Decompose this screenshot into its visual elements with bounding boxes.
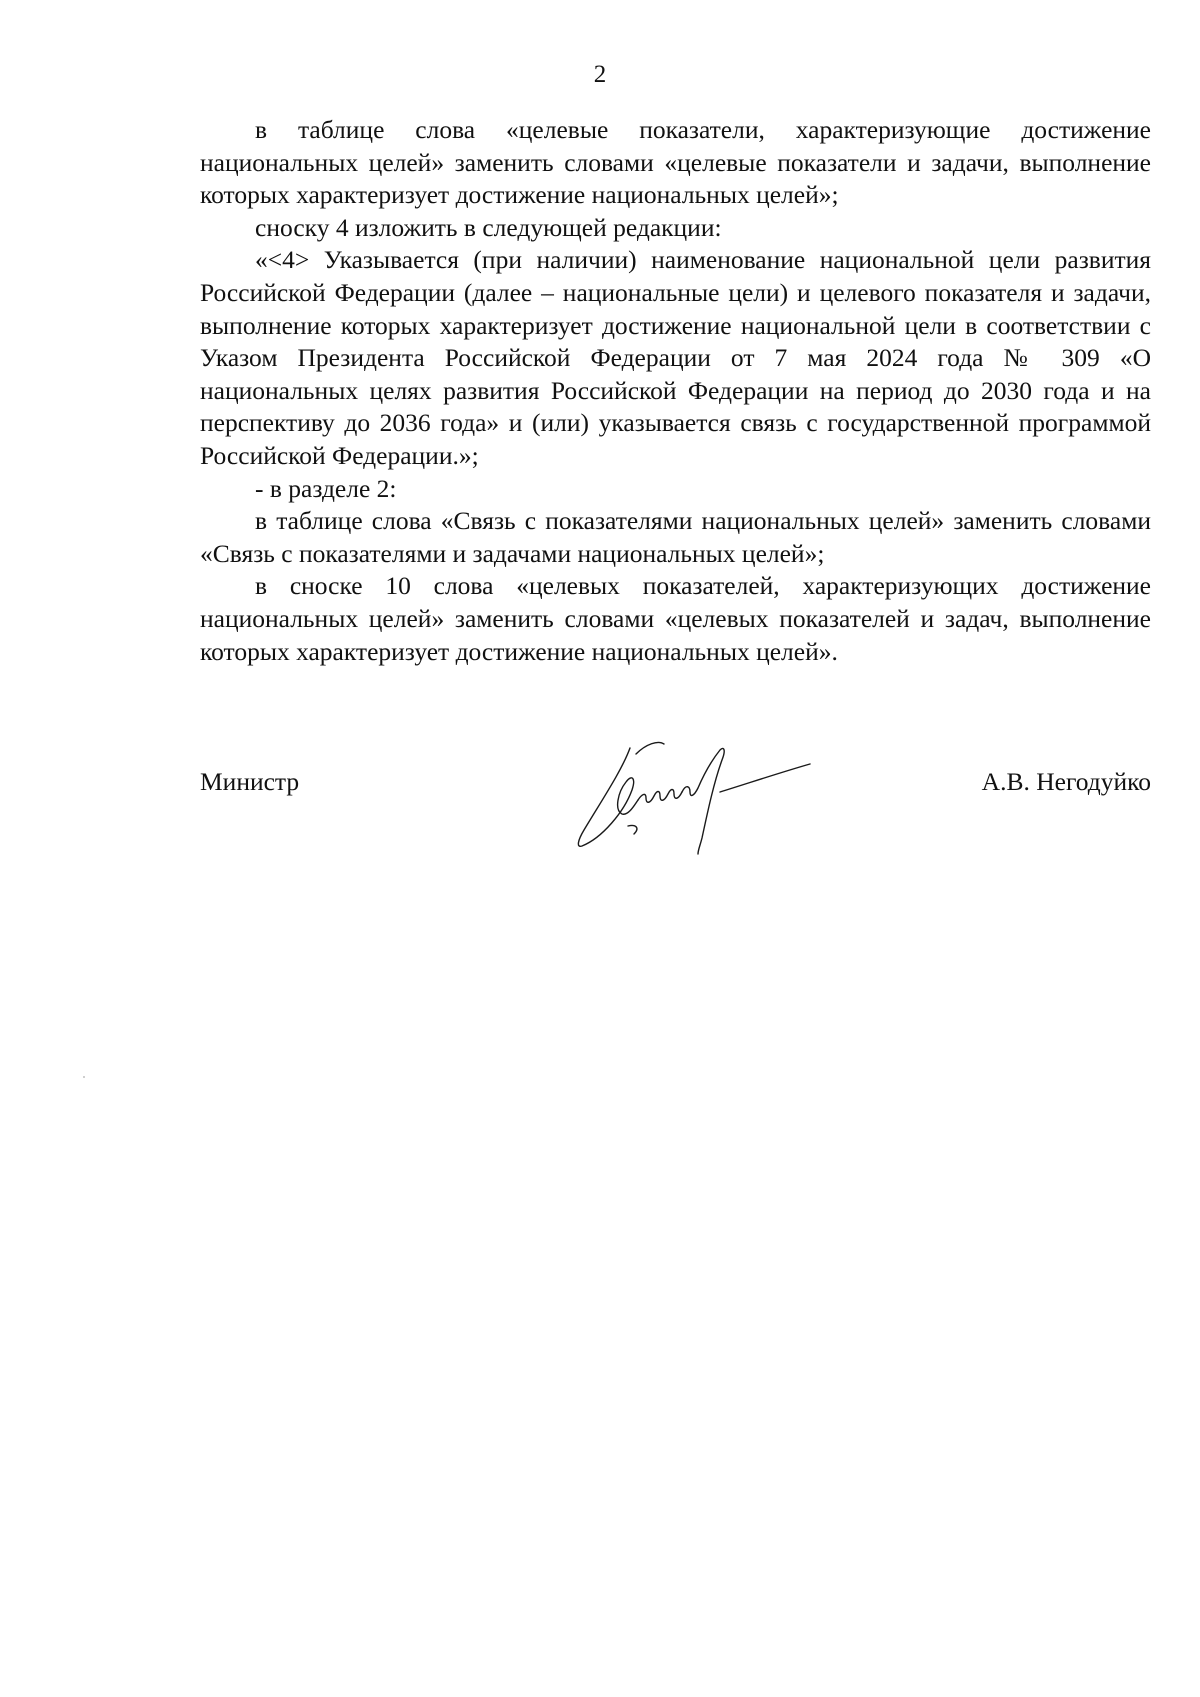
paragraph-footnote-10: в сноске 10 слова «целевых показателей, характеризующих достижение национальных целей» заменить словами «целевых показателей и задач, выполнение которых характеризует достижение национальных целей». (200, 571, 1151, 666)
signature-block (200, 730, 1151, 870)
paragraph-table-words: в таблице слова «целевые показатели, характеризующие достижение национальных целей» заменить словами «целевые показатели и задачи, выполнение которых характеризует достижение национальных целей»; (200, 115, 1151, 210)
position-title: Министр (200, 767, 300, 796)
handwritten-signature-icon (562, 730, 822, 860)
document-body (200, 114, 1151, 668)
signer-name: А.В. Негодуйко (981, 767, 1151, 796)
paragraph-footnote-4-text: «<4> Указывается (при наличии) наименование национальной цели развития Российской Федерации (далее – национальные цели) и целевого показателя и задачи, выполнение которых характеризует достижение национальной цели в соответствии с Указом Президента Российской Федерации от 7 мая 2024 года № 309 «О национальных целях развития Российской Федерации на период до 2030 года и на перспективу до 2036 года» и (или) указывается связь с государственной программой Российской Федерации.»; (200, 245, 1151, 470)
scan-artifact (83, 1076, 85, 1078)
paragraph-section-2: - в разделе 2: (255, 473, 397, 503)
paragraph-section-2-table: в таблице слова «Связь с показателями национальных целей» заменить словами «Связь с показателями и задачами национальных целей»; (200, 506, 1151, 568)
page-number: 2 (593, 61, 607, 88)
paragraph-footnote-4-intro: сноску 4 изложить в следующей редакции: (255, 212, 722, 242)
